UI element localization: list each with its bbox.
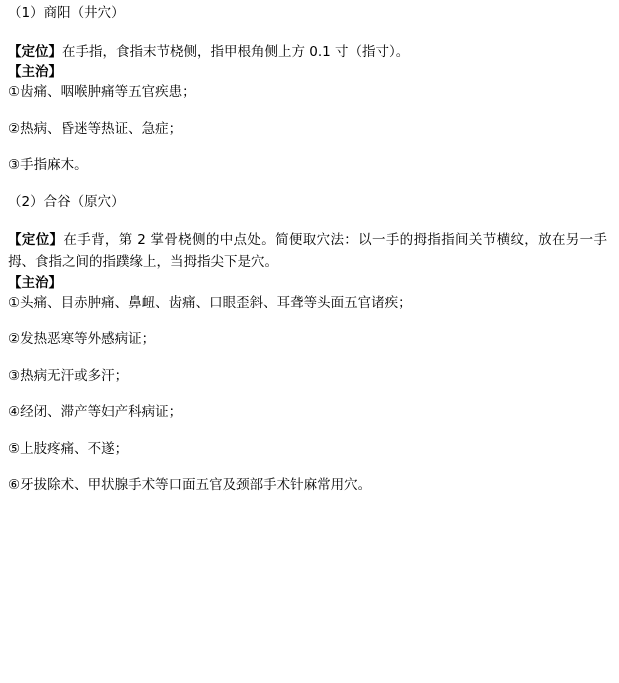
list-item: ①齿痛、咽喉肿痛等五官疾患；: [8, 83, 196, 100]
section-title: （2）合谷（原穴）: [8, 193, 125, 210]
section-title: （1）商阳（井穴）: [8, 5, 125, 21]
list-item: ②热病、昏迷等热证、急症；: [8, 120, 183, 137]
section-divider-space: [8, 176, 607, 193]
location-text: 在手指，食指末节桡侧，指甲根角侧上方 0.1 寸（指寸）。: [62, 43, 410, 60]
list-item: ⑤上肢疼痛、不遂；: [8, 440, 129, 457]
list-item: ②发热恶寒等外感病证；: [8, 331, 156, 348]
list-item: ⑥牙拔除术、甲状腺手术等口面五官及颈部手术针麻常用穴。: [8, 477, 372, 494]
indication-label: 【主治】: [8, 274, 62, 291]
location-label: 【定位】: [8, 43, 62, 60]
section-hegu: [8, 193, 607, 496]
list-item: ④经闭、滞产等妇产科病证；: [8, 404, 183, 421]
location-paragraph: [8, 42, 607, 64]
indication-label: 【主治】: [8, 64, 62, 81]
list-item: ③手指麻木。: [8, 157, 88, 174]
location-text: 在手背，第 2 掌骨桡侧的中点处。简便取穴法：以一手的拇指指间关节横纹，放在另一手拇、食指之间的指蹼缘上，当拇指尖下是穴。: [8, 232, 608, 271]
list-item: ①头痛、目赤肿痛、鼻衄、齿痛、口眼歪斜、耳聋等头面五官诸疾；: [8, 294, 412, 311]
section-shangyang: [8, 4, 607, 176]
list-item: ③热病无汗或多汗；: [8, 367, 129, 384]
location-label: 【定位】: [8, 232, 64, 249]
location-paragraph: [8, 230, 607, 274]
